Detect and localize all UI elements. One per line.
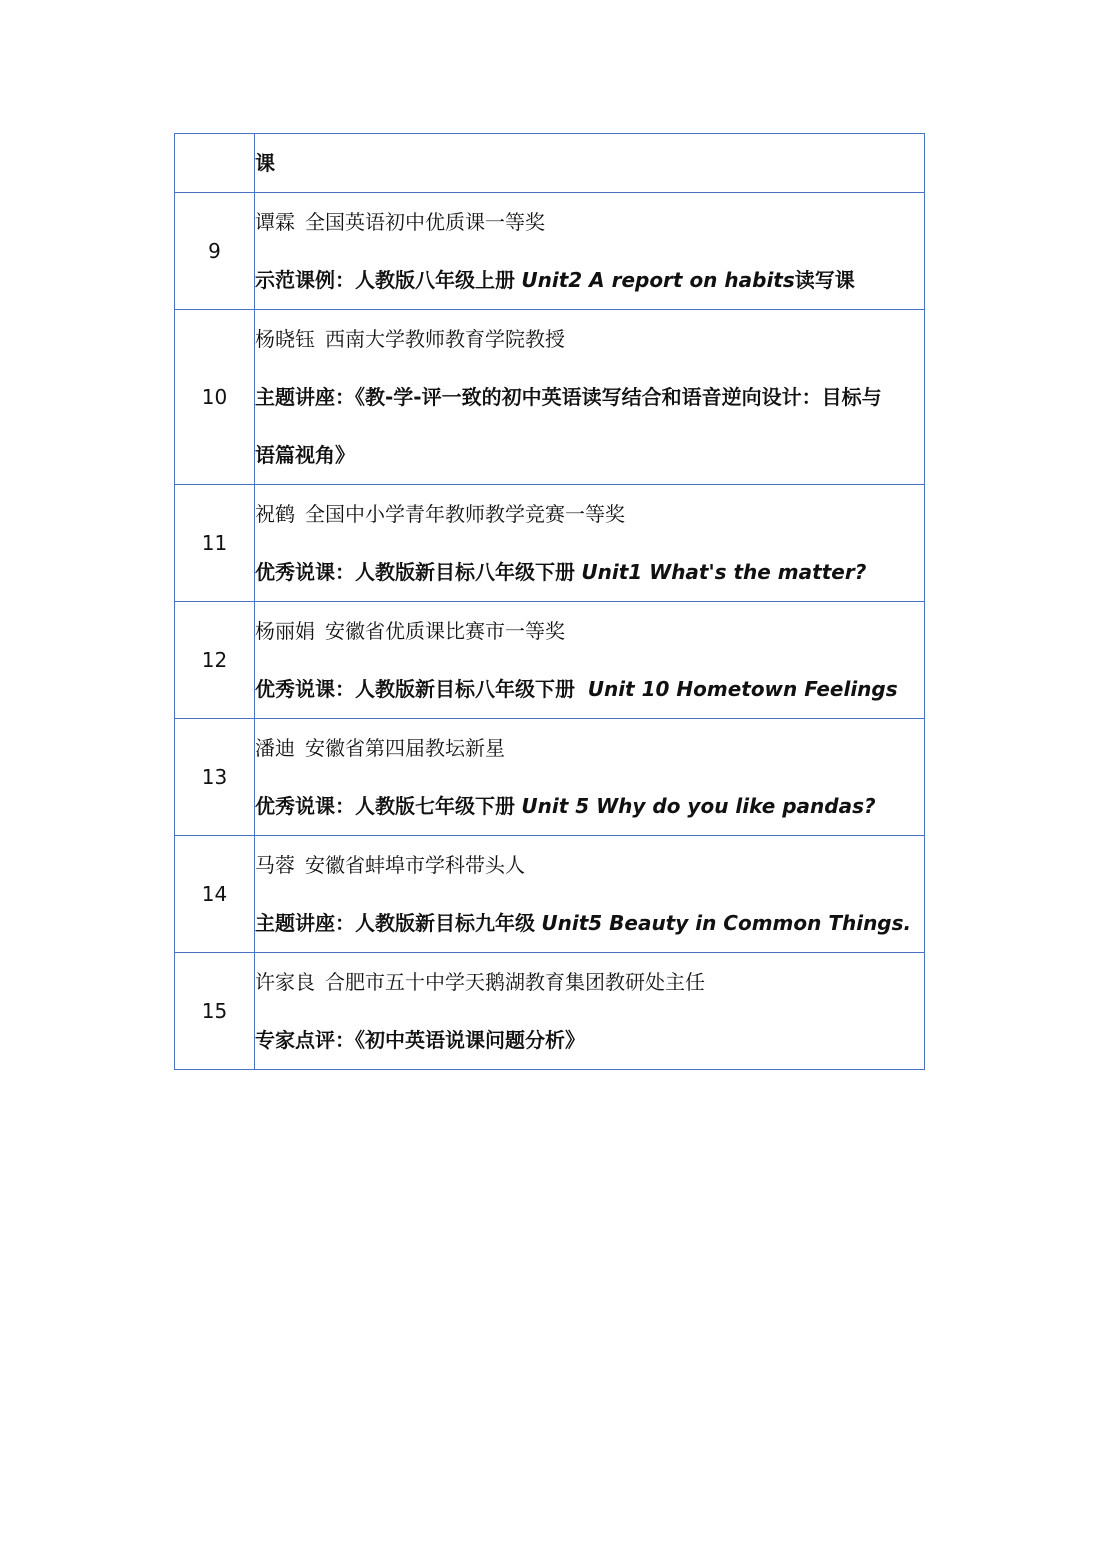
row-number: 15 bbox=[175, 953, 255, 1070]
speaker-name: 杨丽娟 bbox=[255, 619, 315, 643]
speaker-name: 潘迪 bbox=[255, 736, 295, 760]
table-row bbox=[175, 485, 925, 602]
table-row bbox=[175, 836, 925, 953]
table-row bbox=[175, 310, 925, 485]
session-line bbox=[255, 777, 924, 835]
speaker-title: 全国中小学青年教师教学竞赛一等奖 bbox=[305, 502, 625, 526]
continued-text: 课 bbox=[255, 151, 275, 175]
row-number: 12 bbox=[175, 602, 255, 719]
session-label: 主题讲座：人教版新目标九年级 bbox=[255, 911, 535, 935]
table-row bbox=[175, 953, 925, 1070]
speaker-title: 合肥市五十中学天鹅湖教育集团教研处主任 bbox=[325, 970, 705, 994]
speaker-name: 许家良 bbox=[255, 970, 315, 994]
speaker-line bbox=[255, 953, 924, 1011]
speaker-title: 全国英语初中优质课一等奖 bbox=[305, 210, 545, 234]
row-number: 11 bbox=[175, 485, 255, 602]
schedule-table bbox=[174, 133, 925, 1070]
session-line bbox=[255, 543, 924, 601]
row-number bbox=[175, 134, 255, 193]
row-number: 14 bbox=[175, 836, 255, 953]
session-line bbox=[255, 251, 924, 309]
row-number: 9 bbox=[175, 193, 255, 310]
speaker-title: 安徽省蚌埠市学科带头人 bbox=[305, 853, 525, 877]
speaker-name: 马蓉 bbox=[255, 853, 295, 877]
session-label: 优秀说课：人教版新目标八年级下册 bbox=[255, 560, 575, 584]
speaker-line bbox=[255, 602, 924, 660]
speaker-line bbox=[255, 310, 924, 368]
row-number: 13 bbox=[175, 719, 255, 836]
speaker-title: 安徽省优质课比赛市一等奖 bbox=[325, 619, 565, 643]
session-label: 优秀说课：人教版七年级下册 bbox=[255, 794, 515, 818]
session-english: Unit5 Beauty in Common Things. bbox=[541, 911, 912, 935]
table-row bbox=[175, 134, 925, 193]
session-english: Unit 5 Why do you like pandas? bbox=[521, 794, 876, 818]
speaker-line bbox=[255, 193, 924, 251]
speaker-name: 谭霖 bbox=[255, 210, 295, 234]
speaker-title: 西南大学教师教育学院教授 bbox=[325, 327, 565, 351]
table-row bbox=[175, 193, 925, 310]
table-row bbox=[175, 602, 925, 719]
session-english: Unit 10 Hometown Feelings bbox=[587, 677, 898, 701]
session-label: 示范课例：人教版八年级上册 bbox=[255, 268, 515, 292]
session-label: 专家点评：《初中英语说课问题分析》 bbox=[255, 1028, 585, 1052]
session-english: Unit2 A report on habits bbox=[521, 268, 795, 292]
speaker-line bbox=[255, 719, 924, 777]
session-line bbox=[255, 894, 924, 952]
session-english: Unit1 What's the matter? bbox=[581, 560, 867, 584]
session-label: 优秀说课：人教版新目标八年级下册 bbox=[255, 677, 575, 701]
session-suffix: 读写课 bbox=[794, 268, 855, 292]
row-number: 10 bbox=[175, 310, 255, 485]
session-line bbox=[255, 660, 924, 718]
speaker-name: 杨晓钰 bbox=[255, 327, 315, 351]
session-label-line-1: 主题讲座：《教-学-评一致的初中英语读写结合和语音逆向设计：目标与 bbox=[255, 385, 882, 409]
speaker-title: 安徽省第四届教坛新星 bbox=[305, 736, 505, 760]
speaker-name: 祝鹤 bbox=[255, 502, 295, 526]
table-row bbox=[175, 719, 925, 836]
session-label-line-2: 语篇视角》 bbox=[255, 443, 355, 467]
speaker-line bbox=[255, 836, 924, 894]
speaker-line bbox=[255, 485, 924, 543]
